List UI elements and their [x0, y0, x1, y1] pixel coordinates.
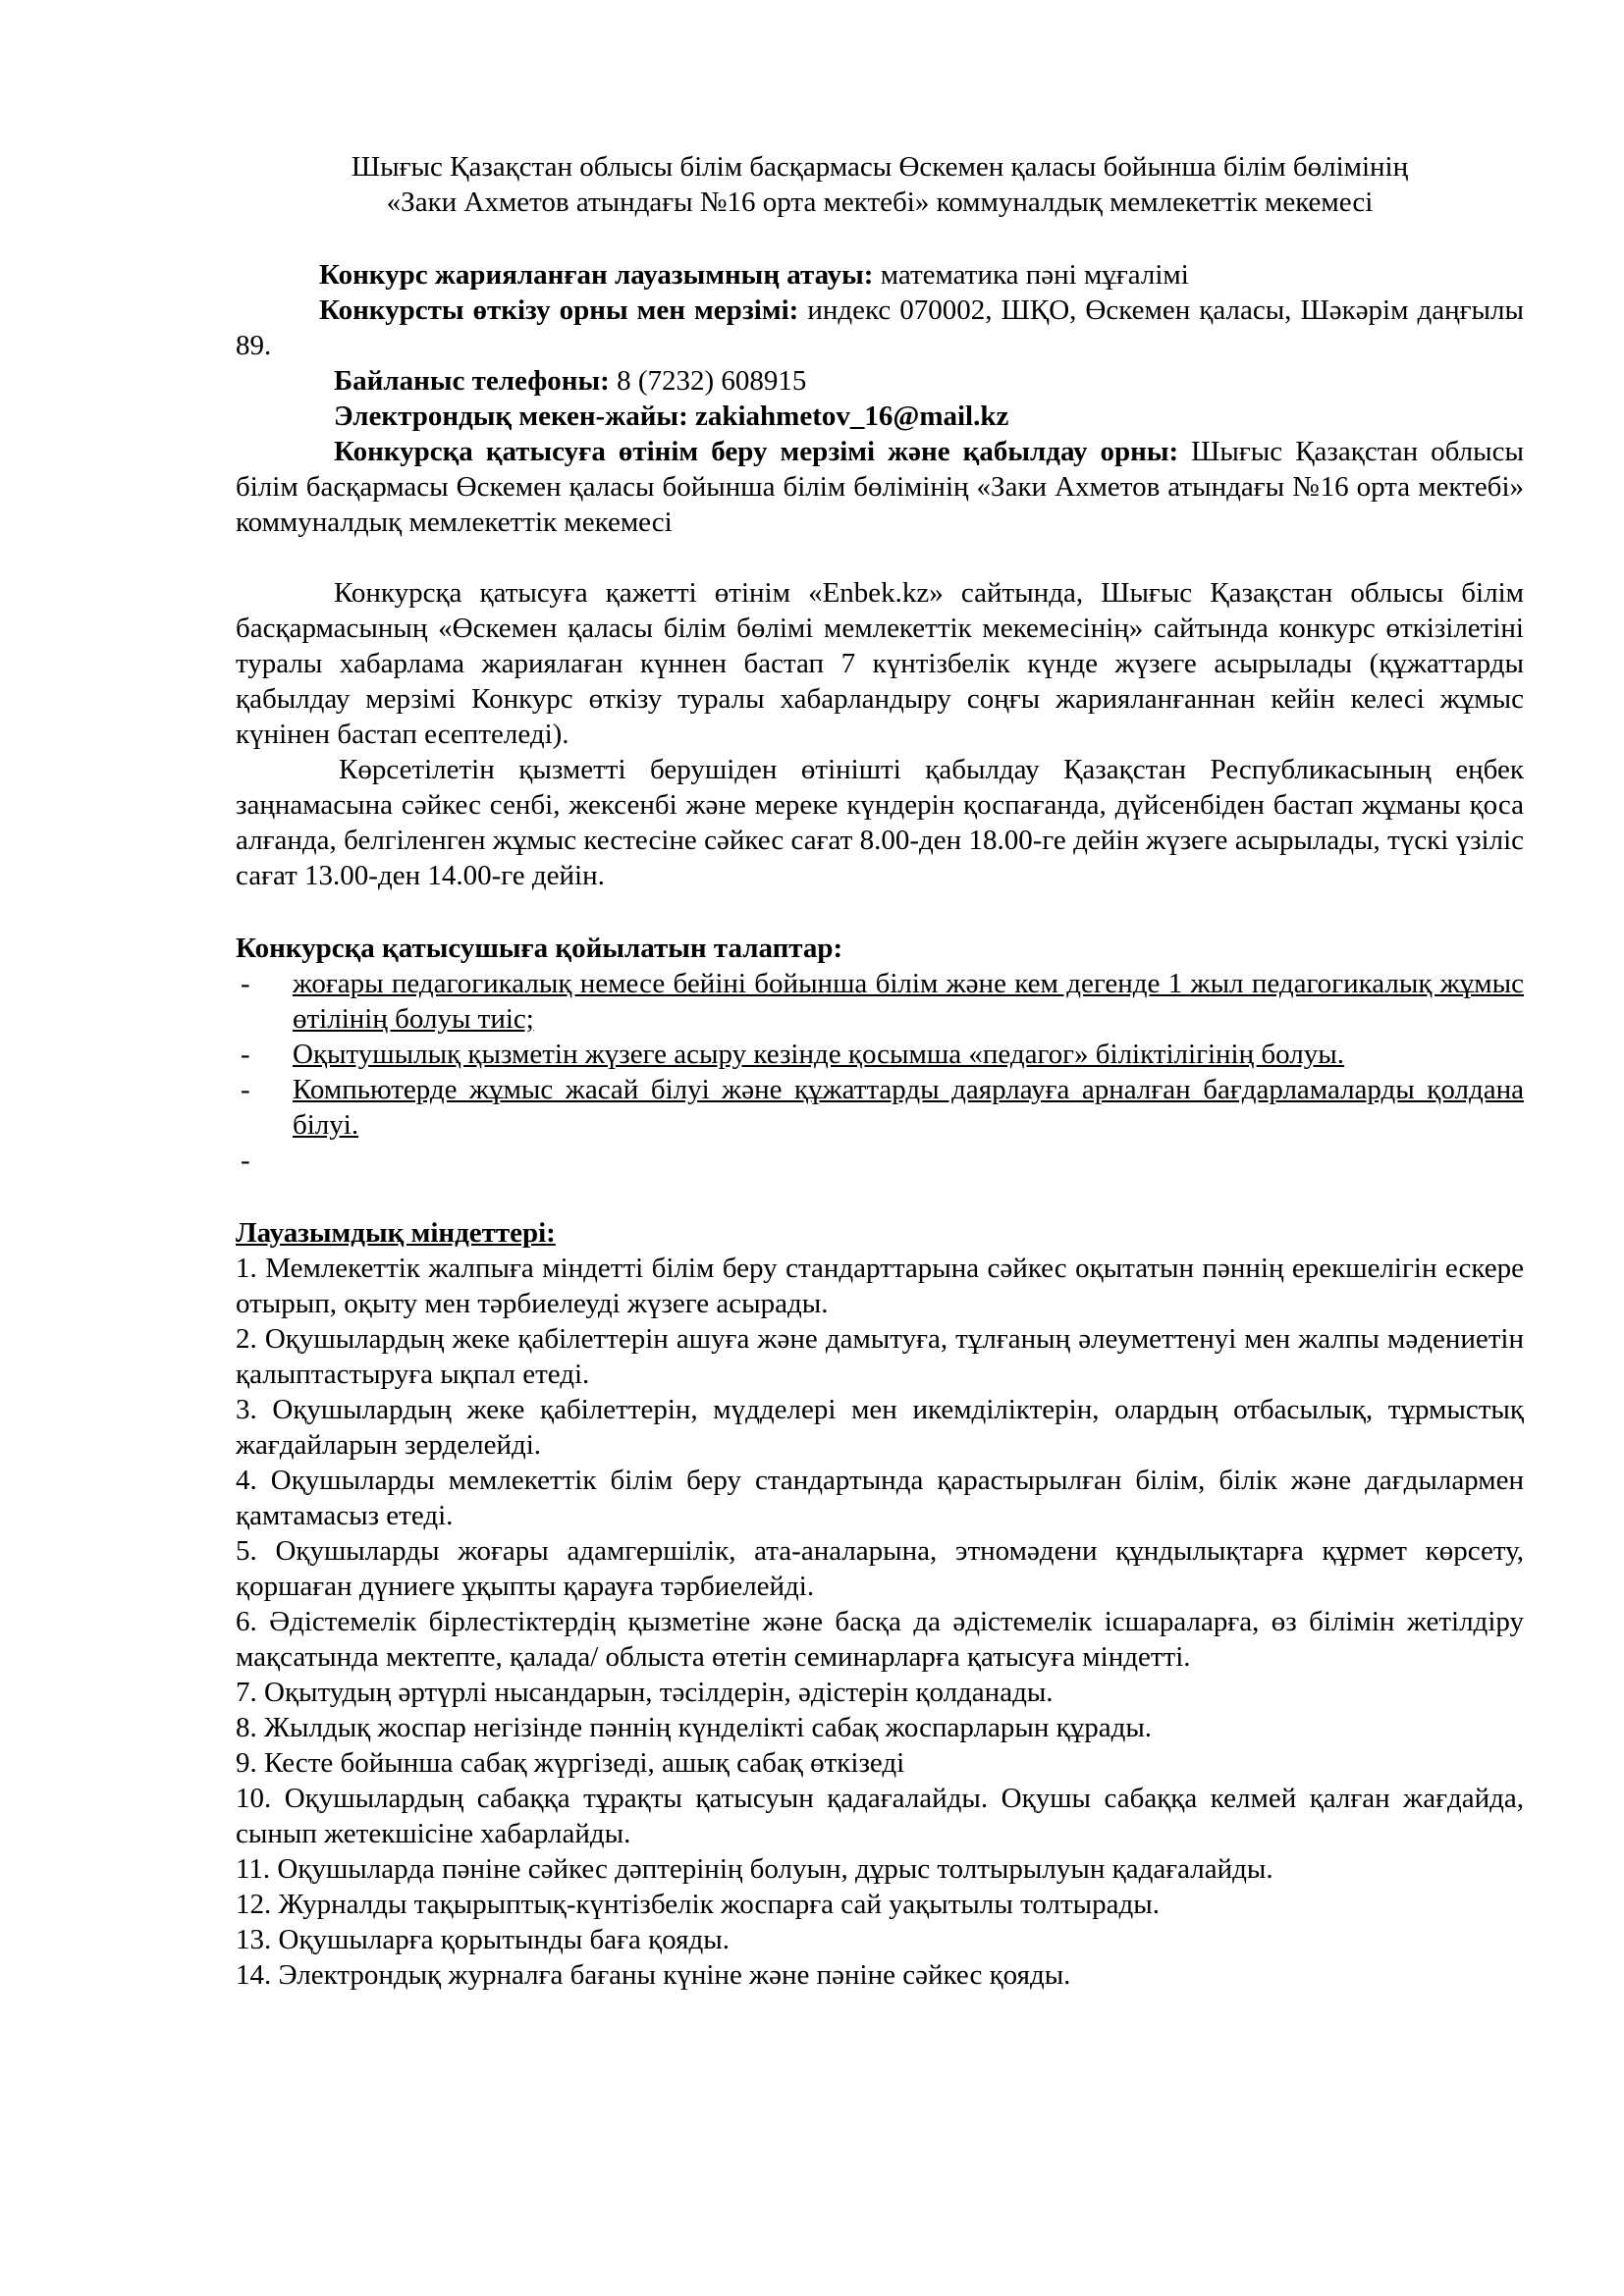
requirements-list — [236, 966, 1524, 1178]
requirement-text: Компьютерде жұмыс жасай білуі және құжаттарды даярлауға арналған бағдарламаларды қолдана білуі. — [293, 1074, 1524, 1141]
duty-item: 11. Оқушыларда пәніне сәйкес дәптерінің болуын, дұрыс толтырылуын қадағалайды. — [236, 1853, 1273, 1885]
requirements-title: Конкурсқа қатысушыға қойылатын талаптар: — [236, 933, 843, 964]
email-line — [236, 399, 1524, 434]
spacer — [236, 540, 1524, 575]
position-value: математика пәні мұғалімі — [873, 259, 1189, 291]
list-dash: - — [241, 1039, 250, 1070]
header-line-2: «Заки Ахметов атындағы №16 орта мектебі» коммуналдық мемлекеттік мекемесі — [386, 187, 1374, 218]
duty-item: 4. Оқушыларды мемлекеттік білім беру стандартында қарастырылған білім, білік және дағдылармен қамтамасыз етеді. — [236, 1465, 1524, 1531]
spacer — [236, 1178, 1524, 1215]
duty-item: 13. Оқушыларға қорытынды баға қояды. — [236, 1924, 730, 1955]
position-label: Конкурс жарияланған лауазымның атауы: — [319, 259, 874, 291]
phone-line — [236, 363, 1524, 399]
list-dash: - — [241, 1074, 250, 1105]
duty-item: 8. Жылдық жоспар негізінде пәннің күнделікті сабақ жоспарларын құрады. — [236, 1712, 1153, 1743]
venue-label: Конкурсты өткізу орны мен мерзімі: — [319, 294, 799, 326]
email-label: Электрондық мекен-жайы: zakiahmetov_16@mail.kz — [334, 400, 1009, 432]
requirement-item — [236, 1143, 1524, 1178]
duties-title: Лауазымдық міндеттері: — [236, 1217, 556, 1249]
phone-value: 8 (7232) 608915 — [609, 365, 807, 397]
document-page — [236, 149, 1524, 1993]
duty-item: 6. Әдістемелік бірлестіктердің қызметіне және басқа да әдістемелік ісшараларға, өз білімін жетілдіру мақсатында мектепте, қалада/ облыста өтетін семинарларға қатысуға міндетті. — [236, 1606, 1524, 1673]
application-value: Шығыс Қазақстан облысы білім басқармасы Өскемен қаласы бойынша білім бөлімінің «Заки Ахметов атындағы №16 орта мектебі» коммуналдық мемлекеттік мекемесі — [236, 436, 1524, 538]
requirement-item — [236, 1037, 1524, 1072]
list-dash: - — [241, 1145, 250, 1176]
application-label: Конкурсқа қатысуға өтінім беру мерзімі және қабылдау орны: — [334, 436, 1179, 467]
duty-item: 10. Оқушылардың сабаққа тұрақты қатысуын қадағалайды. Оқушы сабаққа келмей қалған жағдайда, сынып жетекшісіне хабарлайды. — [236, 1783, 1524, 1849]
duty-item: 14. Электрондық журналға бағаны күніне және пәніне сәйкес қояды. — [236, 1959, 1071, 1991]
spacer — [236, 220, 1524, 257]
requirement-text: Оқытушылық қызметін жүзеге асыру кезінде қосымша «педагог» біліктілігінің болуы. — [293, 1039, 1344, 1070]
application-line — [236, 434, 1524, 540]
duty-item: 5. Оқушыларды жоғары адамгершілік, ата-аналарына, этномәдени құндылықтарға құрмет көрсету, қоршаған дүниеге ұқыпты қарауға тәрбиелейді. — [236, 1535, 1524, 1602]
position-line — [236, 257, 1524, 293]
venue-value: индекс 070002, ШҚО, Өскемен қаласы, Шәкәрім даңғылы 89. — [236, 294, 1524, 361]
duty-item: 9. Кесте бойынша сабақ жүргізеді, ашық сабақ өткізеді — [236, 1747, 905, 1779]
spacer — [236, 893, 1524, 931]
list-dash: - — [241, 968, 250, 999]
requirement-item — [236, 966, 1524, 1037]
duties-list — [236, 1251, 1524, 1993]
duty-item: 12. Журналды тақырыптық-күнтізбелік жоспарға сай уақытылы толтырады. — [236, 1889, 1160, 1920]
duty-item: 2. Оқушылардың жеке қабілеттерін ашуға және дамытуға, тұлғаның әлеуметтенуі мен жалпы мәдениетін қалыптастыруға ықпал етеді. — [236, 1323, 1524, 1390]
venue-line — [236, 293, 1524, 363]
header-line-1: Шығыс Қазақстан облысы білім басқармасы Өскемен қаласы бойынша білім бөлімінің — [351, 151, 1409, 183]
body-paragraph-2: Көрсетілетін қызметті берушіден өтінішті қабылдау Қазақстан Республикасының еңбек заңнамасына сәйкес сенбі, жексенбі және мереке күндерін қоспағанда, дүйсенбіден бастап жұманы қоса алғанда, белгіленген жұмыс кестесіне сәйкес сағат 8.00-ден 18.00-ге дейін жүзеге асырылады, түскі үзіліс сағат 13.00-ден 14.00-ге дейін. — [236, 754, 1524, 891]
requirement-item — [236, 1072, 1524, 1143]
phone-label: Байланыс телефоны: — [334, 365, 610, 397]
duty-item: 7. Оқытудың әртүрлі нысандарын, тәсілдерін, әдістерін қолданады. — [236, 1677, 1054, 1708]
requirement-text: жоғары педагогикалық немесе бейіні бойынша білім және кем дегенде 1 жыл педагогикалық жұмыс өтілінің болуы тиіс; — [293, 968, 1524, 1035]
duty-item: 3. Оқушылардың жеке қабілеттерін, мүдделері мен икемділіктерін, олардың отбасылық, тұрмыстық жағдайларын зерделейді. — [236, 1394, 1524, 1461]
duty-item: 1. Мемлекеттік жалпыға міндетті білім беру стандарттарына сәйкес оқытатын пәннің ерекшелігін ескере отырып, оқыту мен тәрбиелеуді жүзеге асырады. — [236, 1253, 1524, 1319]
body-paragraph-1: Конкурсқа қатысуға қажетті өтінім «Enbek.kz» сайтында, Шығыс Қазақстан облысы білім басқармасының «Өскемен қаласы білім бөлімі мемлекеттік мекемесінің» сайтында конкурс өткізілетіні туралы хабарлама жариялаған күннен бастап 7 күнтізбелік күнде жүзеге асырылады (құжаттарды қабылдау мерзімі Конкурс өткізу туралы хабарландыру соңғы жарияланғаннан кейін келесі жұмыс күнінен бастап есептеледі). — [236, 577, 1524, 750]
